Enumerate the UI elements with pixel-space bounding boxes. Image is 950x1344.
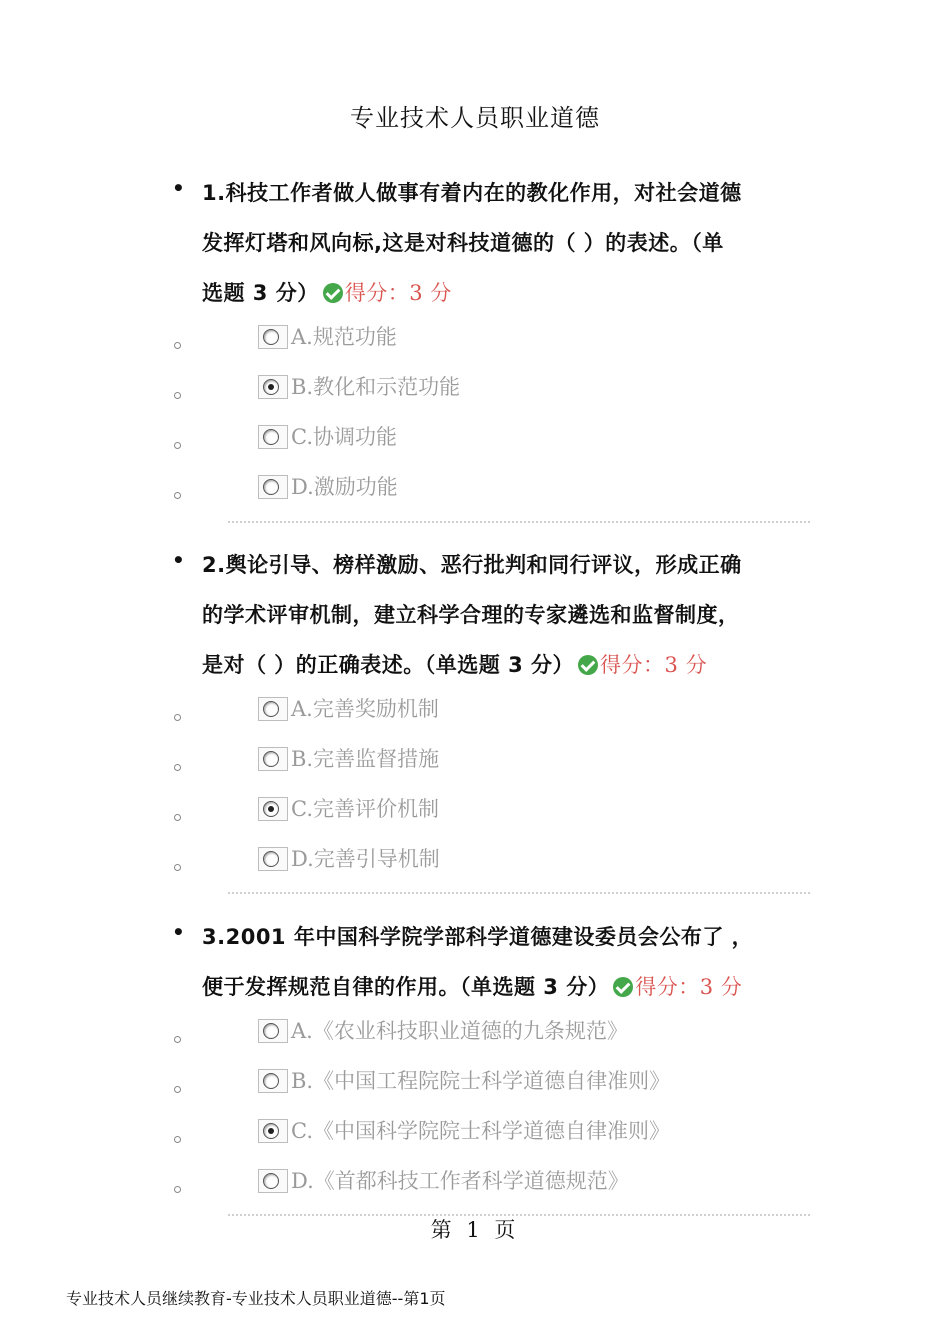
option-label: B.完善监督措施	[291, 747, 440, 771]
check-icon	[613, 977, 633, 997]
radio-button[interactable]	[258, 1169, 288, 1193]
option-label: A.规范功能	[291, 325, 397, 349]
question-bullet: •	[172, 548, 185, 572]
question-line: 1.科技工作者做人做事有着内在的教化作用，对社会道德	[202, 181, 742, 205]
question-3	[172, 912, 812, 1214]
question-line-text: 便于发挥规范自律的作用。（单选题 3 分）	[202, 975, 610, 999]
radio-button[interactable]	[258, 747, 288, 771]
question-bullet: •	[172, 176, 185, 200]
radio-button[interactable]	[258, 1069, 288, 1093]
option-d[interactable]	[202, 470, 812, 520]
radio-circle-icon	[263, 479, 279, 495]
radio-circle-icon	[263, 851, 279, 867]
option-a[interactable]	[202, 692, 812, 742]
option-list	[202, 1014, 812, 1214]
question-line: 3.2001 年中国科学院学部科学道德建设委员会公布了 ，	[202, 925, 754, 949]
question-1	[172, 168, 812, 520]
option-b[interactable]	[202, 742, 812, 792]
question-line-text: 是对（ ）的正确表述。（单选题 3 分）	[202, 653, 575, 677]
score-label: 得分：3 分	[344, 281, 452, 305]
radio-selected-icon	[263, 801, 279, 817]
question-bullet: •	[172, 920, 185, 944]
score-label: 得分：3 分	[635, 975, 743, 999]
page-title: 专业技术人员职业道德	[350, 104, 600, 132]
radio-circle-icon	[263, 1073, 279, 1089]
page-number: 第 1 页	[430, 1218, 520, 1242]
list-bullet	[174, 1186, 181, 1193]
option-label: C.《中国科学院院士科学道德自律准则》	[291, 1119, 670, 1143]
question-text	[202, 912, 812, 1012]
radio-button[interactable]	[258, 475, 288, 499]
option-label: B.《中国工程院院士科学道德自律准则》	[291, 1069, 671, 1093]
option-label: B.教化和示范功能	[291, 375, 461, 399]
radio-button[interactable]	[258, 1019, 288, 1043]
option-label: C.协调功能	[291, 425, 397, 449]
divider	[228, 521, 810, 523]
radio-circle-icon	[263, 751, 279, 767]
question-line: 的学术评审机制，建立科学合理的专家遴选和监督制度，	[202, 603, 740, 627]
radio-circle-icon	[263, 1173, 279, 1189]
list-bullet	[174, 1086, 181, 1093]
option-c[interactable]	[202, 792, 812, 842]
option-label: D.完善引导机制	[291, 847, 440, 871]
radio-button[interactable]	[258, 797, 288, 821]
option-b[interactable]	[202, 1064, 812, 1114]
option-c[interactable]	[202, 1114, 812, 1164]
option-label: C.完善评价机制	[291, 797, 439, 821]
radio-button[interactable]	[258, 1119, 288, 1143]
question-line: 2.舆论引导、榜样激励、恶行批判和同行评议，形成正确	[202, 553, 742, 577]
radio-selected-icon	[263, 379, 279, 395]
list-bullet	[174, 714, 181, 721]
check-icon	[323, 283, 343, 303]
option-list	[202, 320, 812, 520]
question-line	[202, 962, 812, 1012]
list-bullet	[174, 764, 181, 771]
question-line-text: 选题 3 分）	[202, 281, 319, 305]
radio-selected-icon	[263, 1123, 279, 1139]
list-bullet	[174, 442, 181, 449]
option-label: D.《首都科技工作者科学道德规范》	[291, 1169, 629, 1193]
radio-circle-icon	[263, 1023, 279, 1039]
question-line	[202, 640, 812, 690]
list-bullet	[174, 814, 181, 821]
question-2	[172, 540, 812, 892]
radio-button[interactable]	[258, 325, 288, 349]
question-text	[202, 540, 812, 690]
question-line: 发挥灯塔和风向标,这是对科技道德的（ ）的表述。（单	[202, 231, 724, 255]
radio-button[interactable]	[258, 375, 288, 399]
option-a[interactable]	[202, 320, 812, 370]
check-icon	[578, 655, 598, 675]
divider	[228, 892, 810, 894]
option-b[interactable]	[202, 370, 812, 420]
option-a[interactable]	[202, 1014, 812, 1064]
option-c[interactable]	[202, 420, 812, 470]
radio-button[interactable]	[258, 697, 288, 721]
radio-circle-icon	[263, 429, 279, 445]
option-d[interactable]	[202, 1164, 812, 1214]
option-list	[202, 692, 812, 892]
list-bullet	[174, 492, 181, 499]
option-label: A.完善奖励机制	[291, 697, 439, 721]
list-bullet	[174, 1136, 181, 1143]
list-bullet	[174, 392, 181, 399]
list-bullet	[174, 864, 181, 871]
radio-circle-icon	[263, 329, 279, 345]
option-d[interactable]	[202, 842, 812, 892]
radio-button[interactable]	[258, 847, 288, 871]
option-label: D.激励功能	[291, 475, 398, 499]
score-label: 得分：3 分	[600, 653, 708, 677]
list-bullet	[174, 1036, 181, 1043]
page-footer: 专业技术人员继续教育-专业技术人员职业道德--第1页	[66, 1289, 446, 1308]
radio-circle-icon	[263, 701, 279, 717]
list-bullet	[174, 342, 181, 349]
question-line	[202, 268, 812, 318]
radio-button[interactable]	[258, 425, 288, 449]
option-label: A.《农业科技职业道德的九条规范》	[291, 1019, 628, 1043]
question-text	[202, 168, 812, 318]
